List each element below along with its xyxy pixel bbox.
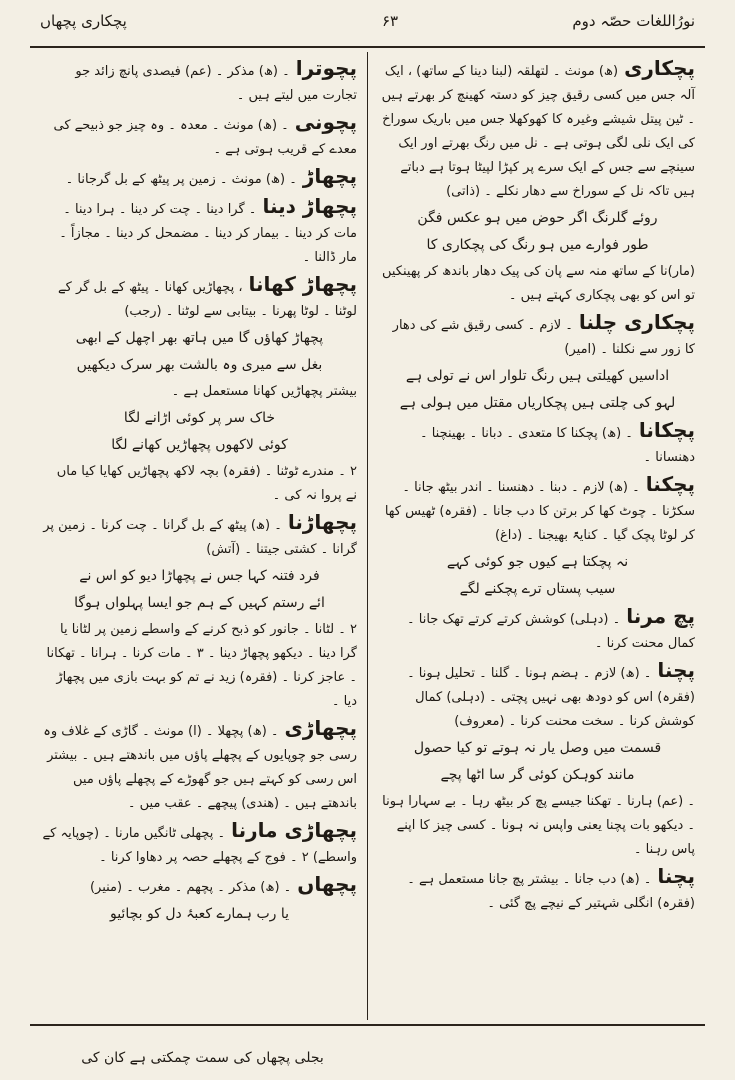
entry-headword: پچھاڑ (302, 164, 357, 188)
dictionary-entry (42, 618, 357, 714)
entry-definition: ، پچھاڑیں کھانا ۔ پیٹھ کے بل گر کے لوٹنا ۔ لوٹا پھرنا ۔ بیتابی سے لوٹنا ۔ (رجب) (58, 280, 357, 319)
entry-definition: (ھ) مونث ۔ لتھلقہ (لبنا دینا کے ساتھ) ، ایک آلہ جس میں کسی رقیق چیز کو دستہ کھینچ کر بھرتے ہیں ۔ ٹین پیتل شیشے وغیرہ کا کھوکھلا جس میں باریک سوراخ کی ایک نلی لگی ہوتی ہے ۔ نل میں رنگ بھرتے اور ایک سینچے سے جس کے ایک سرے پر کپڑا لپیٹا ہوتا ہے دباتے ہیں تاکہ نل کے سوراخ سے دھار نکلے ۔ (ذاتی) (381, 64, 695, 199)
dictionary-entry (380, 418, 695, 470)
dictionary-entry (42, 56, 357, 108)
left-column (42, 56, 357, 1018)
dictionary-entry (380, 260, 695, 308)
dictionary-entry (380, 472, 695, 548)
entry-headword: پچنا (657, 658, 695, 682)
entry-headword: پچ مرنا (626, 604, 695, 628)
verse-line: خاک سر پر کوئی اڑانے لگا (123, 410, 276, 426)
entry-definition: ۲ ۔ مندرے ٹوٹنا ۔ (فقرہ) بچہ لاکھ پچھاڑیں کھایا کیا ماں نے پروا نہ کی ۔ (56, 464, 357, 503)
entry-definition: ۔ (ھ) مذکر ۔ (عم) فیصدی پانچ زائد جو تجارت میں لیتے ہیں ۔ (75, 64, 357, 103)
dictionary-entry (380, 310, 695, 362)
dictionary-entry (380, 790, 695, 862)
entry-definition: ۔ (عم) ہارنا ۔ تھکنا جیسے پچ کر بیٹھ رہا ۔ بے سہارا ہونا ۔ دیکھو بات پچنا یعنی واپس نہ ہونا ۔ کسی چیز کا اپنے پاس رہنا ۔ (382, 794, 695, 857)
right-column (380, 56, 695, 1018)
dictionary-entry (42, 194, 357, 270)
dictionary-entry (42, 510, 357, 562)
entry-headword: پچکاری (624, 56, 695, 80)
verse-line: قسمت میں وصل یار نہ ہوتے تو کیا حصول (413, 740, 662, 756)
verse-line: روئے گلرنگ اگر حوض میں ہو عکس فگن (417, 210, 658, 226)
dictionary-entry (42, 716, 357, 816)
entry-headword: پچنا (657, 864, 695, 888)
entry-definition: ۔ (ھ) دب جانا ۔ بیشتر پچ جانا مستعمل ہے ۔ (فقرہ) انگلی شہتیر کے نیچے پچ گئی ۔ (407, 872, 695, 911)
dictionary-entry (42, 380, 357, 404)
entry-definition: ۔ (ھ) پچھلا ۔ (ا) مونث ۔ گاڑی کے غلاف وہ رسی جو چوپایوں کے پچھلے پاؤں میں باندھتے ہیں ۔ بیشتر اس رسی کو کہتے ہیں جو گھوڑے کے پچھلے پاؤں میں باندھتے ہیں ۔ (ھندی) پیچھے ۔ عقب میں ۔ (43, 724, 357, 811)
dictionary-entry (380, 56, 695, 204)
entry-definition: ۔ (ھ) مونث ۔ معدہ ۔ وہ چیز جو ذبیحے کی معدے کے قریب ہوتی ہے ۔ (53, 118, 357, 157)
entry-headword: پچکانا (638, 418, 695, 442)
entry-definition: ۔ گرا دینا ۔ چت کر دینا ۔ ہرا دینا ۔ مات کر دینا ۔ بیمار کر دینا ۔ مضمحل کر دینا ۔ مجازاً ۔ مار ڈالنا ۔ (59, 202, 357, 265)
verse-line: نہ پچکتا ہے کیوں جو کوئی کہے (446, 554, 629, 570)
verse-line: لہو کی چلتی ہیں پچکاریاں مقتل میں ہولی ہے (399, 395, 676, 411)
dictionary-entry (42, 164, 357, 192)
verse-line: کوئی لاکھوں پچھاڑیں کھانے لگا (111, 437, 288, 453)
dictionary-entry (380, 864, 695, 916)
dictionary-entry (42, 460, 357, 508)
entry-headword: پچھاڑنا (287, 510, 357, 534)
entry-definition: (مار)نا کے ساتھ منہ سے پان کی پیک دھار باندھ کر پھینکیں تو اس کو بھی پچکاری کہتے ہیں ۔ (381, 264, 695, 303)
dictionary-entry (42, 110, 357, 162)
entry-definition: ۔ (ھ) لازم ۔ ہضم ہونا ۔ گلنا ۔ تحلیل ہونا ۔ (فقرہ) اس کو دودھ بھی نہیں پچتی ۔ (دہلی) کمال کوشش کرنا ۔ سخت محنت کرنا ۔ (معروف) (407, 666, 695, 729)
entry-definition: ۔ لازم ۔ کسی رقیق شے کی دھار کا زور سے نکلنا ۔ (امیر) (392, 318, 695, 357)
running-title: نورُاللغات حصّہ دوم (572, 12, 695, 30)
verse-line: یا رب ہمارے کعبۂ دل کو بچائیو (109, 906, 290, 922)
entry-headword: پچکنا (645, 472, 695, 496)
entry-headword: پچھاڑی مارنا (231, 818, 357, 842)
entry-headword: پچوترا (295, 56, 357, 80)
verse-line: سیب پستاں ترے پچکنے لگے (459, 581, 616, 597)
header-left-catchword: پچکاری پچھاں (40, 12, 127, 30)
entry-definition: ۔ (ھ) مذکر ۔ پچھم ۔ مغرب ۔ (منیر) (89, 880, 292, 895)
entry-headword: پچھاں (297, 872, 357, 896)
page-number: ۶۳ (381, 12, 399, 30)
verse-line: طور فوارے میں ہو رنگ کی پچکاری کا (426, 237, 649, 253)
column-divider (367, 52, 368, 1020)
entry-definition: بیشتر پچھاڑیں کھانا مستعمل ہے ۔ (171, 384, 357, 399)
dictionary-entry (42, 872, 357, 900)
page-header (30, 8, 705, 38)
verse-line: ائے رستم کہیں کے ہم جو ایسا پہلواں ہوگا (74, 595, 325, 611)
entry-definition: ۔ (ھ) پیٹھ کے بل گرانا ۔ چت کرنا ۔ زمین پر گرانا ۔ کشتی جیتنا ۔ (آتش) (43, 518, 357, 557)
verse-line: اداسیں کھیلتی ہیں رنگ تلوار اس نے تولی ہے (405, 368, 670, 384)
dictionary-entry (42, 272, 357, 324)
dictionary-entry (380, 604, 695, 656)
entry-headword: پچونی (294, 110, 357, 134)
entry-definition: ۔ پچھلی ٹانگیں مارنا ۔ (چوپایہ کے واسطے) ۲ ۔ فوج کے پچھلے حصہ پر دھاوا کرنا ۔ (42, 826, 357, 865)
footer-verse: بجلی پچھاں کی سمت چمکتی ہے کان کی (81, 1050, 324, 1066)
entry-definition: ۔ (ھ) لازم ۔ دبنا ۔ دھنسنا ۔ اندر بیٹھ جانا ۔ سکڑنا ۔ چوٹ کھا کر برتن کا دب جانا ۔ (فقرہ) ٹھیس کھا کر لوٹا پچک گیا ۔ کنایۃً بھیجنا ۔ (داغ) (384, 480, 695, 543)
entry-headword: پچھاڑ کھانا (248, 272, 357, 296)
entry-definition: ۔ (دہلی) کوشش کرتے کرتے تھک جانا ۔ کمال محنت کرنا ۔ (407, 612, 695, 651)
entry-definition: ۔ (ھ) پچکنا کا متعدی ۔ دبانا ۔ بھینچنا ۔ دھنسانا ۔ (419, 426, 695, 465)
entry-definition: ۔ (ھ) مونث ۔ زمین پر پیٹھ کے بل گرجانا ۔ (65, 172, 297, 187)
verse-line: بغل سے میری وہ بالشت بھر سرک دیکھیں (76, 357, 323, 373)
dictionary-entry (42, 818, 357, 870)
verse-line: پچھاڑ کھاؤں گا میں ہاتھ بھر اچھل کے ابھی (75, 330, 324, 346)
entry-headword: پچھاڑی (284, 716, 357, 740)
entry-headword: پچھاڑ دینا (262, 194, 357, 218)
entry-headword: پچکاری چلنا (578, 310, 695, 334)
dictionary-entry (380, 658, 695, 734)
verse-line: فرد فتنہ کہا جس نے پچھاڑا دیو کو اس نے (79, 568, 320, 584)
entry-definition: ۲ ۔ لٹانا ۔ جانور کو ذبح کرنے کے واسطے زمین پر لٹانا یا گرا دینا ۔ دیکھو پچھاڑ دینا ۔ ۳ ۔ مات کرنا ۔ ہرانا ۔ تھکانا ۔ عاجز کرنا ۔ (فقرہ) زید نے تم کو بہت بازی میں پچھاڑ دیا ۔ (46, 622, 357, 709)
verse-line: مانند کوہکن کوئی گر سا اٹھا پچے (440, 767, 635, 783)
